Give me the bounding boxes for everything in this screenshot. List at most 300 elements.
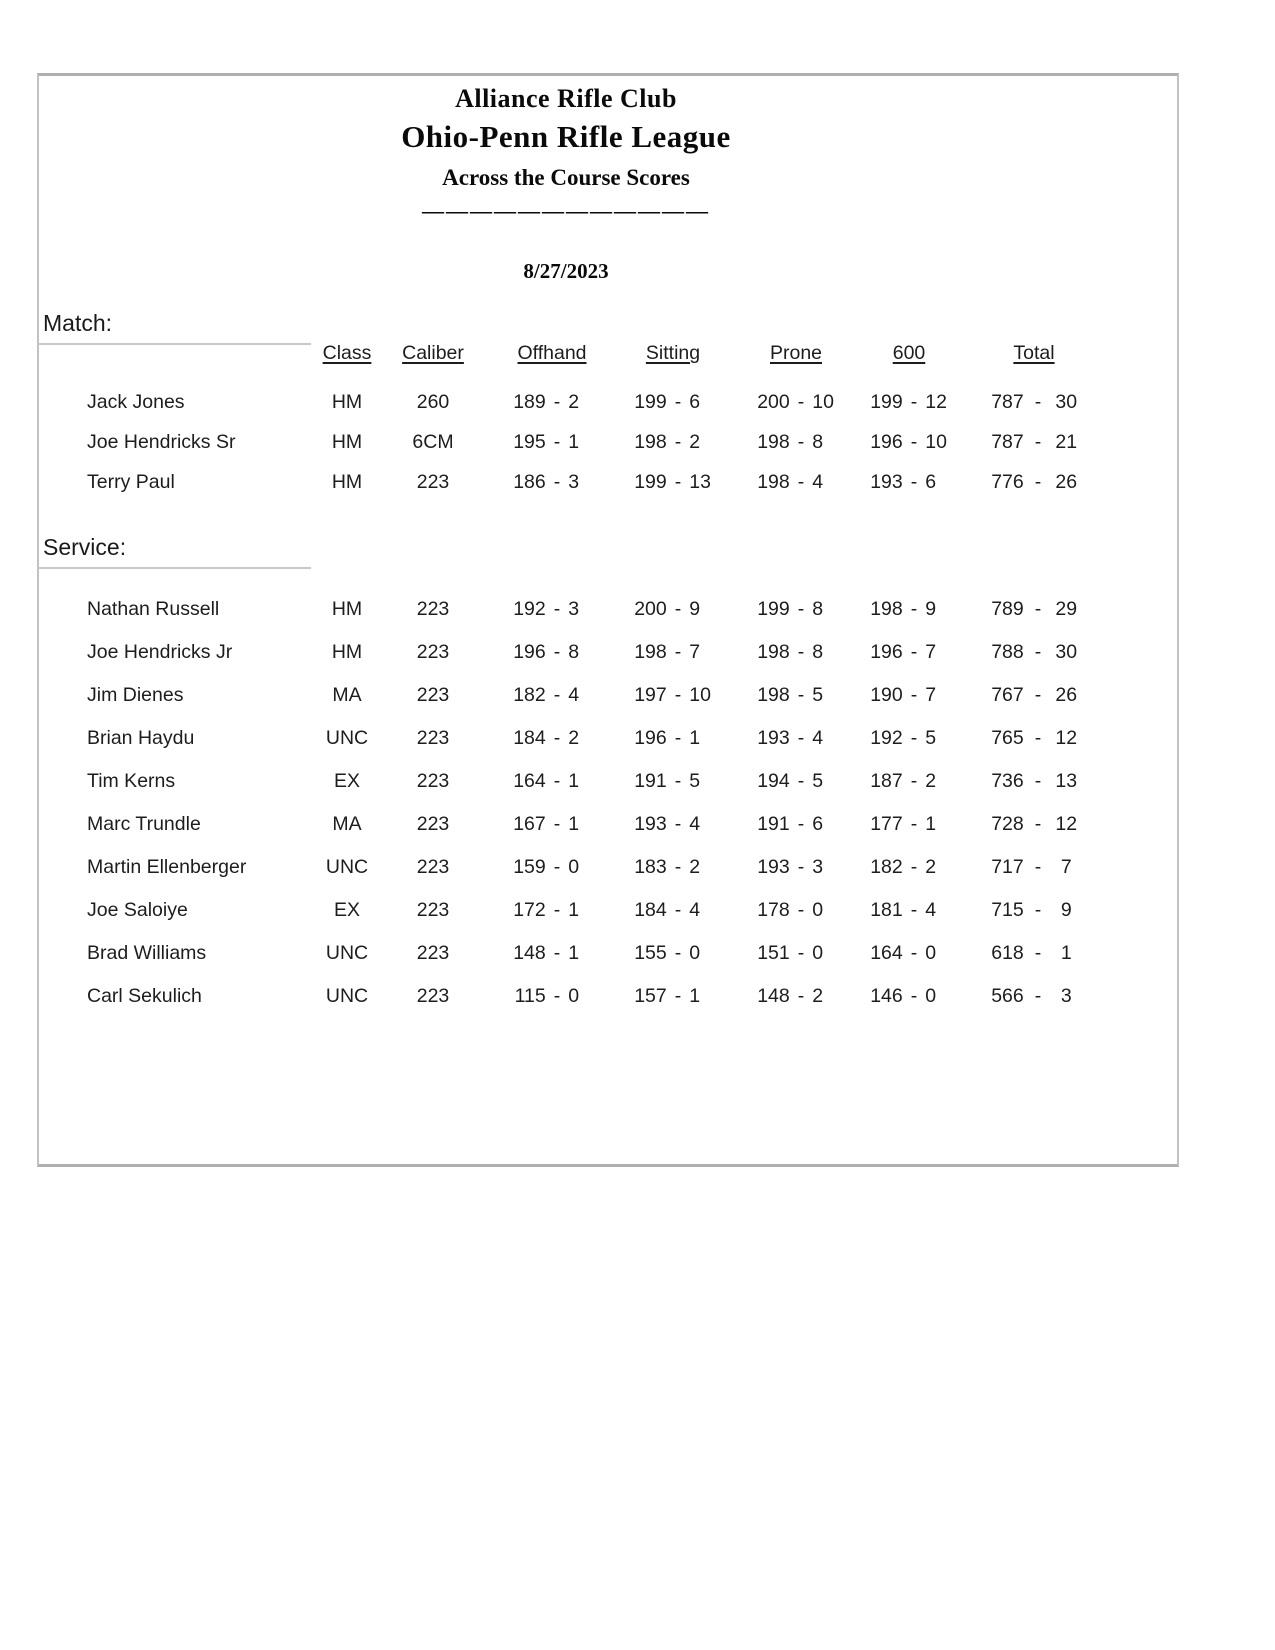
score-dash: - <box>553 899 561 921</box>
section-label-service: Service: <box>39 534 311 569</box>
offhand-score-cell <box>491 813 613 836</box>
x-count: 5 <box>812 684 824 706</box>
caliber-cell: 223 <box>416 985 450 1007</box>
caliber-cell: 223 <box>416 770 450 792</box>
600-score-cell <box>859 431 959 454</box>
prone-score-cell <box>733 899 859 922</box>
score-value: 193 <box>757 727 790 749</box>
column-header-label: Class <box>322 342 372 364</box>
score-value: 789 <box>991 598 1024 620</box>
offhand-score-cell <box>491 391 613 414</box>
score-dash: - <box>910 899 918 921</box>
offhand-score-cell <box>491 770 613 793</box>
x-count: 1 <box>568 430 580 453</box>
total-score-cell <box>959 471 1109 494</box>
table-row <box>39 588 1109 631</box>
600-score-cell <box>859 942 959 965</box>
document-header <box>39 84 1093 284</box>
score-dash: - <box>674 899 682 921</box>
score-value: 167 <box>513 813 546 835</box>
600-score-cell <box>859 985 959 1008</box>
score-dash: - <box>674 985 682 1007</box>
total-score-cell <box>959 985 1109 1008</box>
sitting-score-cell <box>613 899 733 922</box>
total-score-cell <box>959 684 1109 707</box>
score-dash: - <box>797 390 805 413</box>
x-count: 3 <box>568 470 580 493</box>
x-count: 10 <box>925 430 947 453</box>
x-count: 7 <box>1060 856 1072 878</box>
x-count: 5 <box>925 727 937 749</box>
score-dash: - <box>910 470 918 493</box>
score-dash: - <box>1034 390 1042 413</box>
score-value: 198 <box>757 430 790 453</box>
x-count: 9 <box>689 598 701 620</box>
score-value: 736 <box>991 770 1024 792</box>
x-count: 9 <box>925 598 937 620</box>
score-dash: - <box>674 813 682 835</box>
score-dash: - <box>910 856 918 878</box>
score-value: 194 <box>757 770 790 792</box>
x-count: 2 <box>925 770 937 792</box>
600-score-cell <box>859 684 959 707</box>
column-header-class <box>319 342 375 365</box>
score-dash: - <box>1034 856 1042 878</box>
score-dash: - <box>553 430 561 453</box>
score-dash: - <box>1034 813 1042 835</box>
offhand-score-cell <box>491 985 613 1008</box>
sitting-score-cell <box>613 641 733 664</box>
600-score-cell <box>859 598 959 621</box>
score-dash: - <box>910 942 918 964</box>
score-value: 178 <box>757 899 790 921</box>
score-dash: - <box>1034 985 1042 1007</box>
table-row <box>39 674 1109 717</box>
caliber-cell: 223 <box>416 813 450 835</box>
score-dash: - <box>553 856 561 878</box>
score-dash: - <box>910 985 918 1007</box>
score-value: 199 <box>634 390 667 413</box>
score-value: 198 <box>757 470 790 493</box>
x-count: 7 <box>925 684 937 706</box>
x-count: 4 <box>812 727 824 749</box>
score-dash: - <box>1034 641 1042 663</box>
shooter-name: Jack Jones <box>87 390 185 413</box>
score-dash: - <box>797 942 805 964</box>
caliber-cell: 223 <box>416 470 450 493</box>
score-dash: - <box>674 770 682 792</box>
score-value: 192 <box>870 727 903 749</box>
total-score-cell <box>959 641 1109 664</box>
x-count: 1 <box>568 770 580 792</box>
x-count: 1 <box>925 813 937 835</box>
600-score-cell <box>859 813 959 836</box>
league-title: Ohio-Penn Rifle League <box>401 118 731 154</box>
score-dash: - <box>910 813 918 835</box>
score-dash: - <box>910 641 918 663</box>
prone-score-cell <box>733 641 859 664</box>
column-header-total <box>959 342 1109 365</box>
match-date: 8/27/2023 <box>523 258 609 283</box>
score-value: 172 <box>513 899 546 921</box>
class-cell: UNC <box>325 985 369 1007</box>
x-count: 4 <box>812 470 824 493</box>
caliber-cell: 6CM <box>412 430 454 453</box>
x-count: 1 <box>1060 942 1072 964</box>
x-count: 26 <box>1055 684 1078 706</box>
x-count: 3 <box>1060 985 1072 1007</box>
score-value: 199 <box>634 470 667 493</box>
score-dash: - <box>553 942 561 964</box>
score-dash: - <box>674 942 682 964</box>
caliber-cell: 223 <box>416 856 450 878</box>
match-rows <box>39 382 1109 502</box>
sitting-score-cell <box>613 727 733 750</box>
score-dash: - <box>553 598 561 620</box>
sitting-score-cell <box>613 598 733 621</box>
x-count: 1 <box>568 813 580 835</box>
600-score-cell <box>859 899 959 922</box>
table-row <box>39 932 1109 975</box>
score-dash: - <box>674 641 682 663</box>
score-dash: - <box>910 770 918 792</box>
score-dash: - <box>1034 598 1042 620</box>
score-value: 198 <box>634 430 667 453</box>
class-cell: HM <box>331 390 363 413</box>
score-value: 190 <box>870 684 903 706</box>
x-count: 29 <box>1055 598 1078 620</box>
score-dash: - <box>797 770 805 792</box>
score-dash: - <box>674 727 682 749</box>
caliber-cell: 223 <box>416 684 450 706</box>
total-score-cell <box>959 942 1109 965</box>
x-count: 13 <box>1055 770 1078 792</box>
score-value: 196 <box>870 641 903 663</box>
score-value: 146 <box>870 985 903 1007</box>
x-count: 21 <box>1055 430 1078 453</box>
class-cell: EX <box>333 899 360 921</box>
score-value: 193 <box>634 813 667 835</box>
prone-score-cell <box>733 431 859 454</box>
column-header-label: Prone <box>769 342 823 364</box>
prone-score-cell <box>733 770 859 793</box>
caliber-cell: 223 <box>416 727 450 749</box>
x-count: 4 <box>568 684 580 706</box>
column-header-label: Total <box>1013 342 1055 364</box>
offhand-score-cell <box>491 899 613 922</box>
x-count: 1 <box>689 985 701 1007</box>
score-value: 189 <box>513 390 546 413</box>
score-value: 192 <box>513 598 546 620</box>
score-value: 187 <box>870 770 903 792</box>
score-value: 618 <box>991 942 1024 964</box>
score-value: 788 <box>991 641 1024 663</box>
column-header-label: Sitting <box>645 342 701 364</box>
x-count: 2 <box>812 985 824 1007</box>
x-count: 5 <box>812 770 824 792</box>
score-value: 191 <box>757 813 790 835</box>
offhand-score-cell <box>491 856 613 879</box>
score-value: 787 <box>991 390 1024 413</box>
class-cell: HM <box>331 470 363 493</box>
score-dash: - <box>1034 899 1042 921</box>
score-value: 776 <box>991 470 1024 493</box>
shooter-name: Brian Haydu <box>87 727 195 749</box>
x-count: 6 <box>812 813 824 835</box>
score-value: 159 <box>513 856 546 878</box>
x-count: 1 <box>568 942 580 964</box>
total-score-cell <box>959 431 1109 454</box>
prone-score-cell <box>733 985 859 1008</box>
600-score-cell <box>859 391 959 414</box>
x-count: 0 <box>812 899 824 921</box>
x-count: 4 <box>689 813 701 835</box>
service-rows <box>39 588 1109 1018</box>
score-value: 155 <box>634 942 667 964</box>
offhand-score-cell <box>491 641 613 664</box>
table-row <box>39 631 1109 674</box>
prone-score-cell <box>733 856 859 879</box>
column-header-sitting <box>613 342 733 365</box>
score-dash: - <box>674 470 682 493</box>
x-count: 13 <box>689 470 711 493</box>
x-count: 6 <box>925 470 937 493</box>
x-count: 0 <box>568 985 580 1007</box>
class-cell: MA <box>332 813 362 835</box>
score-dash: - <box>674 598 682 620</box>
score-value: 148 <box>513 942 546 964</box>
score-value: 198 <box>870 598 903 620</box>
score-value: 157 <box>634 985 667 1007</box>
class-cell: UNC <box>325 856 369 878</box>
class-cell: HM <box>331 641 363 663</box>
sitting-score-cell <box>613 856 733 879</box>
sitting-score-cell <box>613 985 733 1008</box>
score-dash: - <box>797 641 805 663</box>
sitting-score-cell <box>613 684 733 707</box>
total-score-cell <box>959 727 1109 750</box>
score-dash: - <box>553 985 561 1007</box>
score-value: 566 <box>991 985 1024 1007</box>
class-cell: UNC <box>325 942 369 964</box>
table-row <box>39 717 1109 760</box>
prone-score-cell <box>733 391 859 414</box>
shooter-name: Joe Saloiye <box>87 899 188 921</box>
x-count: 5 <box>689 770 701 792</box>
score-dash: - <box>1034 430 1042 453</box>
caliber-cell: 223 <box>416 899 450 921</box>
score-value: 183 <box>634 856 667 878</box>
score-dash: - <box>674 684 682 706</box>
table-row <box>39 803 1109 846</box>
offhand-score-cell <box>491 431 613 454</box>
shooter-name: Marc Trundle <box>87 813 201 835</box>
x-count: 3 <box>568 598 580 620</box>
score-value: 199 <box>870 390 903 413</box>
600-score-cell <box>859 770 959 793</box>
x-count: 2 <box>568 727 580 749</box>
score-value: 196 <box>513 641 546 663</box>
score-value: 787 <box>991 430 1024 453</box>
prone-score-cell <box>733 471 859 494</box>
score-sheet-box <box>37 73 1179 1167</box>
score-dash: - <box>553 684 561 706</box>
score-dash: - <box>910 684 918 706</box>
section-label-match: Match: <box>39 310 311 345</box>
prone-score-cell <box>733 598 859 621</box>
x-count: 1 <box>689 727 701 749</box>
score-dash: - <box>553 641 561 663</box>
total-score-cell <box>959 899 1109 922</box>
shooter-name: Carl Sekulich <box>87 985 202 1007</box>
x-count: 2 <box>689 856 701 878</box>
shooter-name: Brad Williams <box>87 942 207 964</box>
score-value: 198 <box>757 641 790 663</box>
score-dash: - <box>797 856 805 878</box>
score-dash: - <box>910 727 918 749</box>
caliber-cell: 223 <box>416 598 450 620</box>
shooter-name: Terry Paul <box>87 470 175 493</box>
column-header-prone <box>733 342 859 365</box>
score-value: 195 <box>513 430 546 453</box>
class-cell: MA <box>332 684 362 706</box>
score-value: 200 <box>634 598 667 620</box>
x-count: 30 <box>1055 390 1078 413</box>
x-count: 10 <box>689 684 711 706</box>
prone-score-cell <box>733 727 859 750</box>
score-dash: - <box>797 985 805 1007</box>
score-dash: - <box>910 390 918 413</box>
x-count: 8 <box>812 641 824 663</box>
prone-score-cell <box>733 684 859 707</box>
score-dash: - <box>797 430 805 453</box>
score-value: 198 <box>757 684 790 706</box>
offhand-score-cell <box>491 727 613 750</box>
caliber-cell: 223 <box>416 641 450 663</box>
score-dash: - <box>553 727 561 749</box>
x-count: 26 <box>1055 470 1078 493</box>
caliber-cell: 260 <box>416 390 450 413</box>
x-count: 2 <box>689 430 701 453</box>
table-row <box>39 382 1109 422</box>
column-header-label: 600 <box>892 342 926 364</box>
score-value: 767 <box>991 684 1024 706</box>
score-value: 164 <box>513 770 546 792</box>
x-count: 1 <box>568 899 580 921</box>
score-value: 199 <box>757 598 790 620</box>
column-header-600 <box>859 342 959 365</box>
column-header-caliber <box>375 342 491 365</box>
score-dash: - <box>797 598 805 620</box>
x-count: 8 <box>812 430 824 453</box>
600-score-cell <box>859 727 959 750</box>
x-count: 3 <box>812 856 824 878</box>
offhand-score-cell <box>491 942 613 965</box>
score-dash: - <box>797 470 805 493</box>
x-count: 30 <box>1055 641 1078 663</box>
score-value: 182 <box>513 684 546 706</box>
table-row <box>39 462 1109 502</box>
score-value: 184 <box>634 899 667 921</box>
total-score-cell <box>959 391 1109 414</box>
shooter-name: Nathan Russell <box>87 598 220 620</box>
x-count: 0 <box>925 985 937 1007</box>
score-value: 717 <box>991 856 1024 878</box>
x-count: 0 <box>568 856 580 878</box>
score-value: 198 <box>634 641 667 663</box>
x-count: 8 <box>568 641 580 663</box>
offhand-score-cell <box>491 598 613 621</box>
class-cell: EX <box>333 770 360 792</box>
x-count: 7 <box>689 641 701 663</box>
score-dash: - <box>910 430 918 453</box>
total-score-cell <box>959 598 1109 621</box>
score-value: 728 <box>991 813 1024 835</box>
x-count: 6 <box>689 390 701 413</box>
score-dash: - <box>674 430 682 453</box>
x-count: 9 <box>1060 899 1072 921</box>
x-count: 12 <box>925 390 947 413</box>
score-dash: - <box>1034 470 1042 493</box>
score-value: 715 <box>991 899 1024 921</box>
x-count: 0 <box>689 942 701 964</box>
x-count: 0 <box>812 942 824 964</box>
club-title: Alliance Rifle Club <box>455 84 677 113</box>
x-count: 4 <box>925 899 937 921</box>
score-dash: - <box>553 813 561 835</box>
document-subtitle: Across the Course Scores <box>442 165 690 191</box>
score-value: 193 <box>757 856 790 878</box>
prone-score-cell <box>733 942 859 965</box>
x-count: 8 <box>812 598 824 620</box>
x-count: 12 <box>1055 727 1078 749</box>
score-value: 148 <box>757 985 790 1007</box>
score-value: 200 <box>757 390 790 413</box>
sitting-score-cell <box>613 391 733 414</box>
sitting-score-cell <box>613 942 733 965</box>
score-dash: - <box>797 813 805 835</box>
score-dash: - <box>797 727 805 749</box>
column-header-label: Offhand <box>517 342 587 364</box>
score-dash: - <box>910 598 918 620</box>
score-dash: - <box>553 770 561 792</box>
600-score-cell <box>859 471 959 494</box>
score-value: 164 <box>870 942 903 964</box>
600-score-cell <box>859 641 959 664</box>
total-score-cell <box>959 770 1109 793</box>
divider-dashes: ———————————— <box>422 197 710 223</box>
score-value: 186 <box>513 470 546 493</box>
sitting-score-cell <box>613 813 733 836</box>
score-dash: - <box>1034 942 1042 964</box>
score-value: 191 <box>634 770 667 792</box>
sitting-score-cell <box>613 471 733 494</box>
table-row <box>39 422 1109 462</box>
x-count: 2 <box>568 390 580 413</box>
sitting-score-cell <box>613 431 733 454</box>
table-row <box>39 975 1109 1018</box>
column-header-offhand <box>491 342 613 365</box>
score-value: 193 <box>870 470 903 493</box>
class-cell: HM <box>331 430 363 453</box>
table-header-row <box>39 342 1109 365</box>
table-row <box>39 889 1109 932</box>
class-cell: UNC <box>325 727 369 749</box>
x-count: 4 <box>689 899 701 921</box>
shooter-name: Joe Hendricks Sr <box>87 430 236 453</box>
score-dash: - <box>553 390 561 413</box>
shooter-name: Joe Hendricks Jr <box>87 641 233 663</box>
